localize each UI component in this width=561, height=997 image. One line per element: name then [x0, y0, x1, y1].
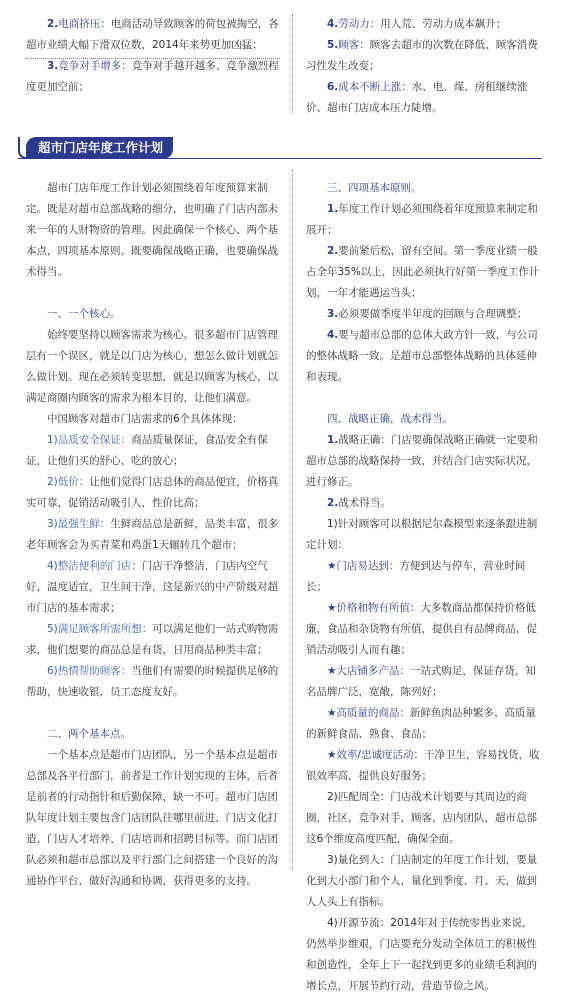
star-item-2: ★价格和物有所值：大多数商品都保持价格低廉，食品和杂货物有所值，提供自有品牌商品，促销活动吸引人而有趣； — [306, 602, 537, 656]
tactic-1: 1)针对顾客可以根据尼尔森模型来逐条跟进制定计划： — [306, 518, 538, 551]
section-2-title: 二、两个基本点。 — [47, 728, 131, 740]
column-divider-main — [292, 170, 293, 870]
needs-intro: 中国顾客对超市门店需求的6个具体体现： — [47, 413, 243, 425]
tactic-4: 4)开源节流：2014年对于传统零售业来说，仍然举步维艰，门店要充分发动全体员工的积极性和创造性，全年上下一起找到更多的业绩毛利润的增长点，开展节约行动，营造节俭之风。 — [306, 917, 537, 992]
star-icon: ★ — [327, 749, 337, 761]
section-1-title: 一、一个核心。 — [47, 308, 121, 320]
section-banner — [18, 137, 173, 159]
need-item-3: 3)最强生鲜：生鲜商品总是新鲜，品类丰富，很多老年顾客会为买青菜和鸡蛋1天辗转几个超市； — [26, 518, 279, 551]
top-right-item-4: 4.劳动力：用人荒、劳动力成本飙升； — [327, 18, 507, 30]
tactic-3: 3)量化到人：门店制定的年度工作计划，要量化到大小部门和个人，量化到季度、月、天，做到人人头上有指标。 — [306, 854, 538, 908]
principle-1: 1.年度工作计划必须围绕着年度预算来制定和展开； — [306, 203, 538, 236]
top-left-item-2: 2.电商挤压：电商活动导致顾客的荷包被掏空，各超市业绩大幅下滑双位数，2014年来势更加凶猛； — [26, 18, 279, 51]
intro-paragraph: 超市门店年度工作计划必须围绕着年度预算来制定。既是对超市总部战略的细分，也明确了门店内部未来一年的人财物资的管理。因此确保一个核心、两个基本点，四项基本原则。既要确保战略正确，也要确保战术得当。 — [26, 182, 278, 278]
section-3-title: 三、四项基本原则。 — [327, 182, 422, 194]
top-right-item-5: 5.顾客：顾客去超市的次数在降低、顾客消费习性发生改变； — [306, 39, 538, 72]
top-right-item-6: 6.成本不断上涨：水、电、煤、房租继续涨价、超市门店成本压力陡增。 — [306, 81, 528, 114]
section-4-title: 四、战略正确，战术得当。 — [327, 413, 453, 425]
star-item-4: ★高质量的商品：新鲜鱼肉品种繁多、高质量的新鲜食品、熟食、食品； — [306, 707, 536, 740]
section-1-paragraph: 始终要坚持以顾客需求为核心。很多超市门店管理层有一个误区，就是以门店为核心，想怎么做计划就怎么做计划。现在必须转变思想，就是以顾客为核心，以满足商圈内顾客的需求为根本目的，让他们满意。 — [26, 329, 278, 404]
principle-3: 3.必须要做季度半年度的回顾与合理调整； — [327, 308, 528, 320]
need-item-5: 5)满足顾客所需所想：可以满足他们一站式购物需求，他们想要的商品总是有货，日用商品种类丰富； — [26, 623, 279, 656]
strategy-item-1: 1.战略正确：门店要确保战略正确就一定要和超市总部的战略保持一致，并结合门店实际状况，进行修正。 — [306, 434, 538, 488]
need-item-1: 1)品质安全保证：商品质量保证，食品安全有保证，让他们买的舒心、吃的放心； — [26, 434, 268, 467]
star-icon: ★ — [327, 560, 337, 572]
star-item-1: ★门店易达到：方便到达与停车，营业时间长； — [306, 560, 526, 593]
star-icon: ★ — [327, 665, 337, 677]
need-item-2: 2)低价：让他们觉得门店总体的商品便宜，价格真实可靠，促销活动吸引人，性价比高； — [26, 476, 279, 509]
section-2-paragraph: 一个基本点是超市门店团队，另一个基本点是超市总部及各平行部门，前者是工作计划实现的主体，后者是前者的行动指针和后勤保障，缺一不可。超市门店团队年度计划主要包含门店团队往哪里前进、门店文化打造、门店人才培养、门店培训和招聘目标等。而门店团队必须和超市总部以及平行部门之间搭建一个良好的沟通协作平台，做好沟通和协调，获得更多的支持。 — [26, 749, 278, 887]
need-item-4: 4)整洁便利的门店：门店干净整洁，门店内空气好，温度适宜，卫生间干净，这是新兴的中产阶级对超市门店的基本需求； — [26, 560, 278, 614]
principle-2: 2.要前紧后松，留有空间。第一季度业绩一般占全年35%以上，因此必须执行好第一季度工作计划，一年才能遇运当头； — [306, 245, 540, 299]
top-left-item-3: 3.竞争对手增多：竞争对手越开越多、竞争激烈程度更加空前； — [26, 60, 279, 93]
left-column — [26, 178, 280, 892]
column-divider-top — [292, 14, 293, 114]
star-item-5: ★效率/忠诚度活动：干净卫生，容易找货，收银效率高，提供良好服务； — [306, 749, 540, 782]
top-left-divider — [26, 58, 280, 59]
star-item-3: ★大店铺多产品：一站式购足，保证存货，知名品牌广泛，宽敞，陈列好； — [306, 665, 536, 698]
star-icon: ★ — [327, 707, 337, 719]
need-item-6: 6)热情帮助顾客：当他们有需要的时候提供足够的帮助，快速收银，员工态度友好。 — [26, 665, 279, 698]
tactic-2: 2)匹配周全：门店战术计划要与其周边的商圈，社区，竞争对手，顾客，店内团队，超市总部这6个维度高度匹配，确保全面。 — [306, 791, 537, 845]
right-column — [306, 178, 542, 997]
principle-4: 4.要与超市总部的总体大政方针一致，与公司的整体战略一致。是超市总部整体战略的具体延伸和表现。 — [306, 329, 538, 383]
banner-title: 超市门店年度工作计划 — [26, 137, 173, 159]
top-left-column — [26, 14, 280, 98]
top-right-column — [306, 14, 542, 119]
strategy-item-2: 2.战术得当。 — [327, 497, 391, 509]
star-icon: ★ — [327, 602, 337, 614]
